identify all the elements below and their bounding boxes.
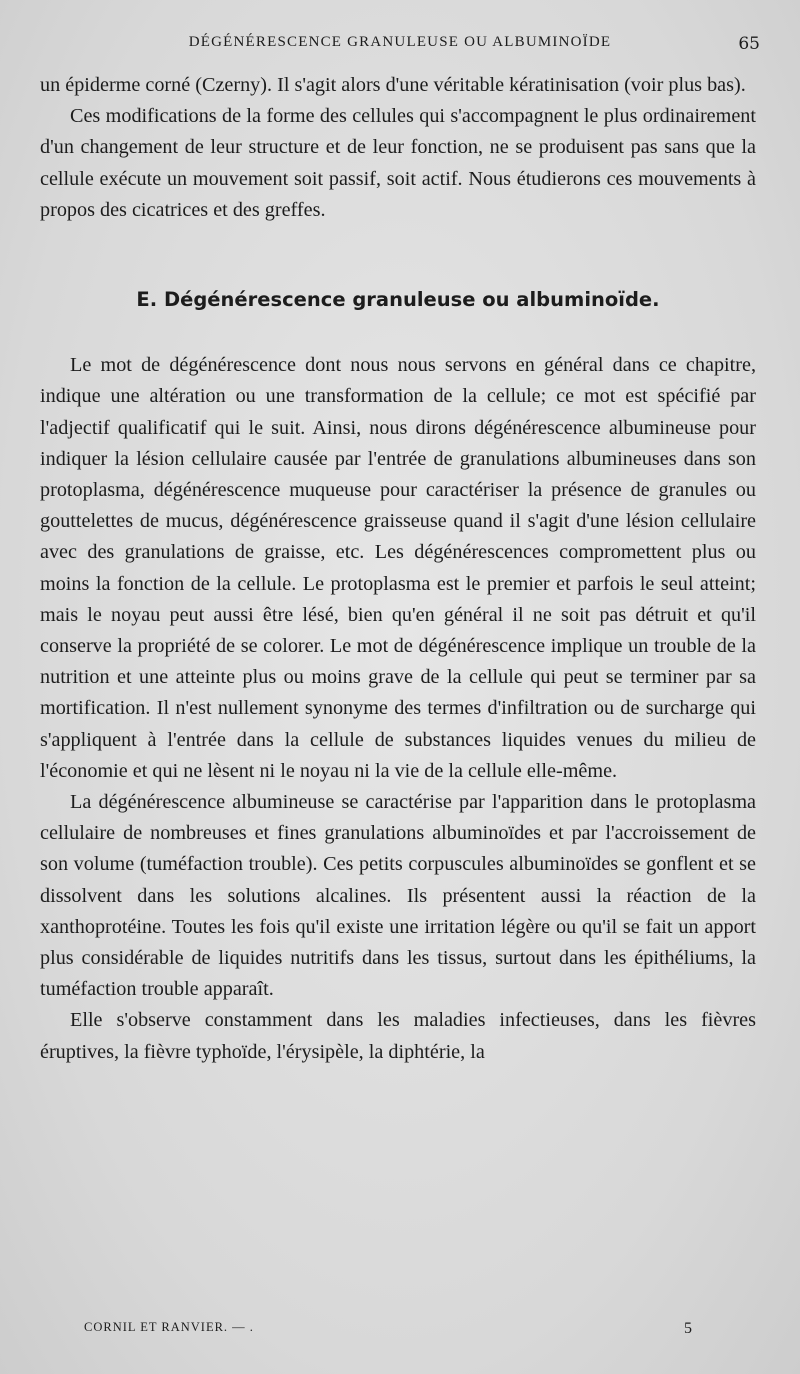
paragraph-1: un épiderme corné (Czerny). Il s'agit alors d'une véritable kératinisation (voir plus bas). xyxy=(40,74,746,96)
paragraph-5: Elle s'observe constamment dans les maladies infectieuses, dans les fièvres éruptives, la fièvre typhoïde, l'érysipèle, la diphtérie, la xyxy=(40,1009,756,1063)
running-head xyxy=(40,34,760,58)
paragraph-3: Le mot de dégénérescence dont nous nous servons en général dans ce chapitre, indique une altération ou une transformation de la cellule; ce mot est spécifié par l'adjectif qualificatif qui le suit. Ainsi, nous dirons dégénérescence albumineuse pour indiquer la lésion cellulaire causée par l'entrée de granulations albumineuses dans son protoplasma, dégénérescence muqueuse pour caractériser la présence de granules ou gouttelettes de mucus, dégénérescence graisseuse quand il s'agit d'une lésion cellulaire avec des granulations de graisse, etc. Les dégénérescences compromettent plus ou moins la fonction de la cellule. Le protoplasma est le premier et parfois le seul atteint; mais le noyau peut aussi être lésé, bien qu'en général il ne soit pas détruit et qu'il conserve la propriété de se colorer. Le mot de dégénérescence implique un trouble de la nutrition et une atteinte plus ou moins grave de la cellule qui peut se terminer par sa mortification. Il n'est nullement synonyme des termes d'infiltration ou de surcharge qui s'appliquent à l'entrée dans la cellule de substances liquides venues du milieu de l'économie et qui ne lèsent ni le noyau ni la vie de la cellule elle-même. xyxy=(40,354,756,782)
signature-number: 5 xyxy=(684,1320,692,1337)
paragraph-2: Ces modifications de la forme des cellules qui s'accompagnent le plus ordinairement d'un changement de leur structure et de leur fonction, ne se produisent pas sans que la cellule exécute un mouvement soit passif, soit actif. Nous étudierons ces mouvements à propos des cicatrices et des greffes. xyxy=(40,105,756,221)
section-heading: E. Dégénérescence granuleuse ou albuminoïde. xyxy=(136,288,660,312)
signature-mark: CORNIL ET RANVIER. — . xyxy=(84,1320,254,1334)
body-text xyxy=(40,70,756,1068)
footer-signature-line xyxy=(84,1320,692,1344)
page-number: 65 xyxy=(738,34,760,54)
running-title: DÉGÉNÉRESCENCE GRANULEUSE OU ALBUMINOÏDE xyxy=(188,34,612,50)
paragraph-4: La dégénérescence albumineuse se caractérise par l'apparition dans le protoplasma cellulaire de nombreuses et fines granulations albuminoïdes et par l'accroissement de son volume (tuméfaction trouble). Ces petits corpuscules albuminoïdes se gonflent et se dissolvent dans les solutions alcalines. Ils présentent aussi la réaction de la xanthoprotéine. Toutes les fois qu'il existe une irritation légère ou qu'il se fait un apport plus considérable de liquides nutritifs dans les tissus, surtout dans les épithéliums, la tuméfaction trouble apparaît. xyxy=(40,791,756,1001)
